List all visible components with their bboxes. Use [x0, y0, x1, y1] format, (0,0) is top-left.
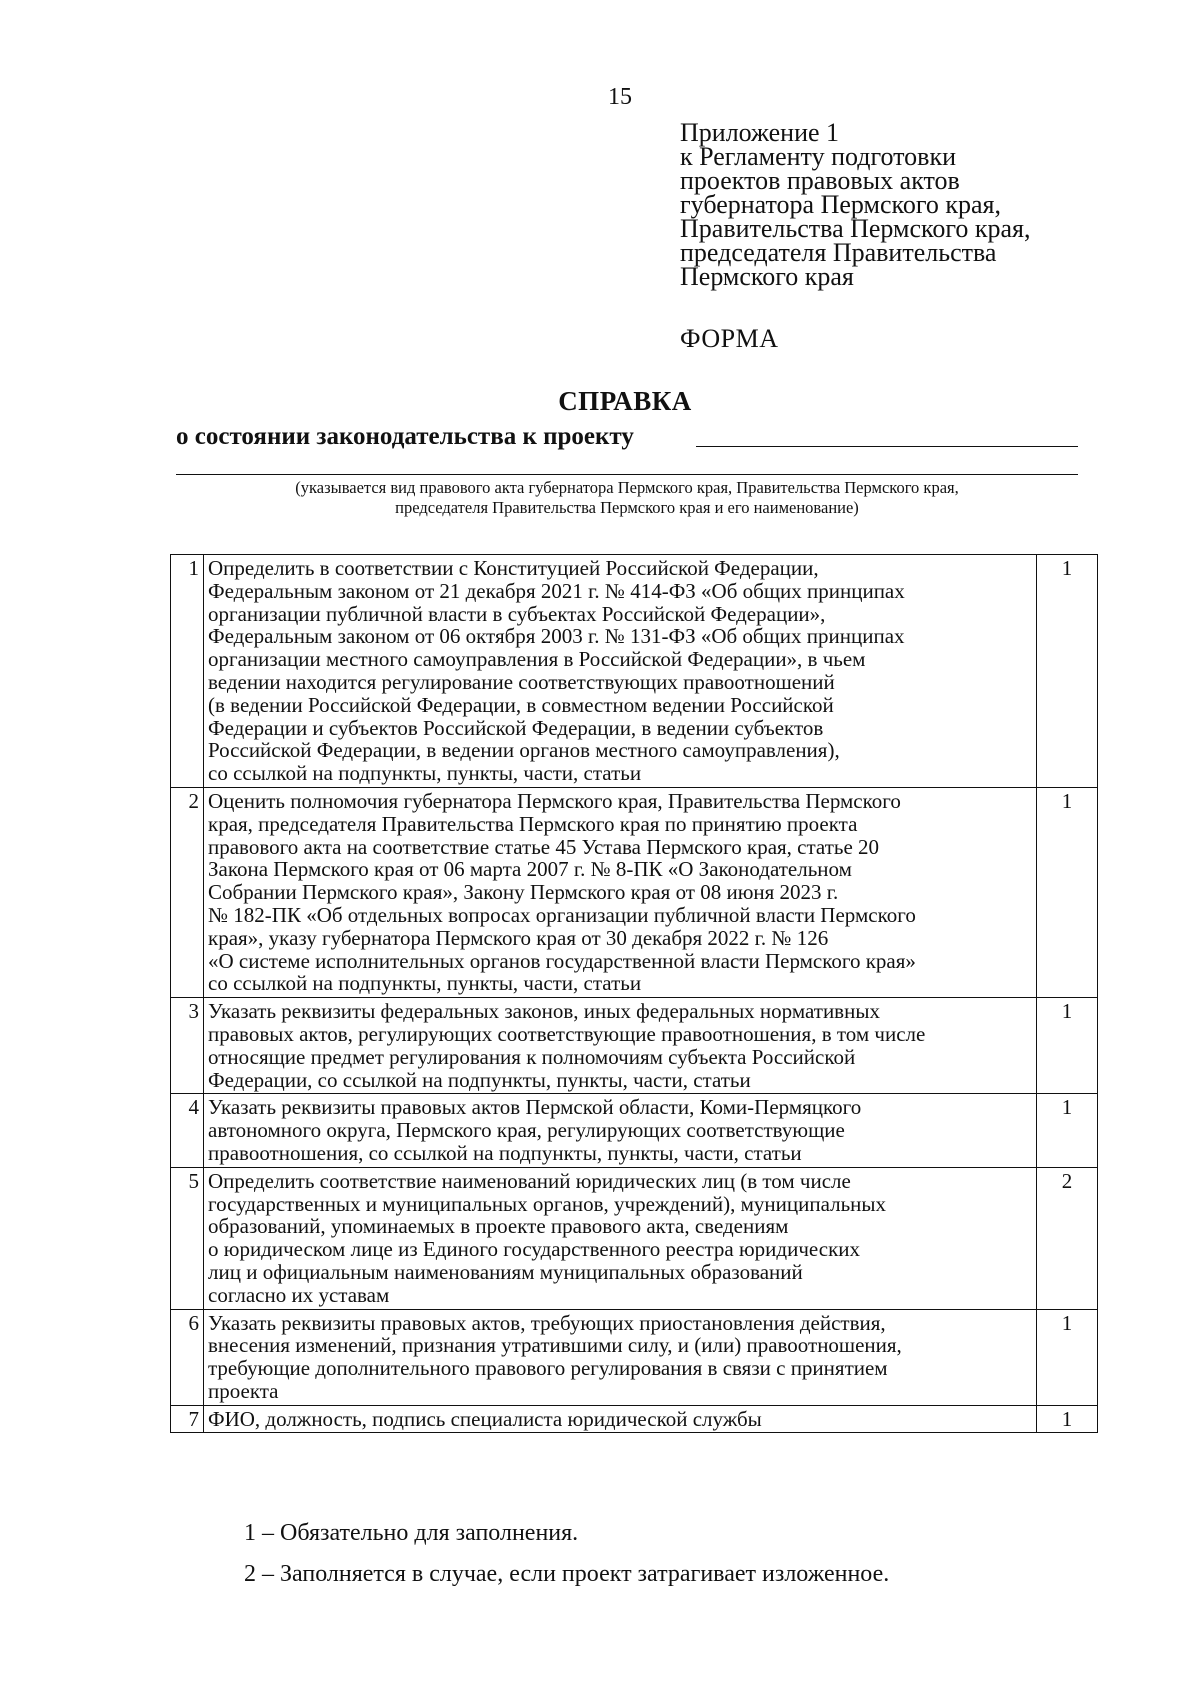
row-text-line: Указать реквизиты правовых актов, требующих приостановления действия, — [208, 1310, 886, 1335]
appendix-line: Приложение 1 — [680, 118, 840, 147]
appendix-line: председателя Правительства — [680, 238, 997, 267]
table-row — [171, 1309, 1098, 1405]
row-text-line: Определить соответствие наименований юридических лиц (в том числе — [208, 1168, 851, 1193]
row-text-line: относящие предмет регулирования к полномочиям субъекта Российской — [208, 1044, 856, 1069]
row-number: 6 — [171, 1309, 204, 1405]
row-requirement-mark: 1 — [1037, 787, 1098, 997]
form-label: ФОРМА — [680, 324, 779, 353]
row-number: 4 — [171, 1094, 204, 1167]
row-text-line: организации публичной власти в субъектах Российской Федерации», — [208, 601, 826, 626]
row-requirement-mark: 1 — [1037, 555, 1098, 788]
row-text-line: Определить в соответствии с Конституцией Российской Федерации, — [208, 556, 819, 580]
table-row — [171, 1405, 1098, 1433]
row-text — [204, 1094, 1037, 1167]
row-text-line: Федеральным законом от 21 декабря 2021 г. № 414-ФЗ «Об общих принципах — [208, 578, 905, 603]
table-row — [171, 787, 1098, 997]
row-text-line: государственных и муниципальных органов, учреждений), муниципальных — [208, 1191, 886, 1216]
row-text-line: Указать реквизиты правовых актов Пермской области, Коми-Пермяцкого — [208, 1095, 862, 1120]
table-row — [171, 555, 1098, 788]
row-text-line: со ссылкой на подпункты, пункты, части, статьи — [208, 971, 642, 996]
blank-caption — [176, 478, 1078, 518]
page-number: 15 — [608, 84, 632, 110]
appendix-line: к Регламенту подготовки — [680, 142, 956, 171]
row-text-line: ведении находится регулирование соответствующих правоотношений — [208, 669, 835, 694]
row-text — [204, 555, 1037, 788]
appendix-header — [680, 118, 1160, 291]
row-requirement-mark: 1 — [1037, 998, 1098, 1094]
row-number: 3 — [171, 998, 204, 1094]
row-text-line: края», указу губернатора Пермского края от 30 декабря 2022 г. № 126 — [208, 925, 829, 950]
row-text-line: о юридическом лице из Единого государственного реестра юридических — [208, 1237, 861, 1262]
row-text-line: края, председателя Правительства Пермского края по принятию проекта — [208, 811, 858, 836]
row-number: 2 — [171, 787, 204, 997]
table-row — [171, 1167, 1098, 1309]
table-row — [171, 1094, 1098, 1167]
row-text — [204, 998, 1037, 1094]
checklist-table — [170, 554, 1098, 1433]
appendix-line: Пермского края — [680, 262, 854, 291]
row-text-line: автономного округа, Пермского края, регулирующих соответствующие — [208, 1118, 845, 1143]
row-text-line: ФИО, должность, подпись специалиста юридической службы — [208, 1406, 762, 1431]
row-text-line: Федерации, со ссылкой на подпункты, пункты, части, статьи — [208, 1067, 751, 1092]
row-text — [204, 1309, 1037, 1405]
row-text — [204, 787, 1037, 997]
row-number: 5 — [171, 1167, 204, 1309]
table-row — [171, 998, 1098, 1094]
row-text — [204, 1405, 1037, 1433]
row-text-line: Оценить полномочия губернатора Пермского края, Правительства Пермского — [208, 788, 901, 813]
row-requirement-mark: 2 — [1037, 1167, 1098, 1309]
appendix-line: губернатора Пермского края, — [680, 190, 1001, 219]
row-text-line: лиц и официальным наименованиям муниципальных образований — [208, 1259, 803, 1284]
project-name-blank-line — [696, 446, 1078, 447]
row-text-line: Российской Федерации, в ведении органов местного самоуправления), — [208, 738, 840, 763]
row-text-line: правоотношения, со ссылкой на подпункты, пункты, части, статьи — [208, 1140, 802, 1165]
row-text-line: Собрании Пермского края», Закону Пермского края от 08 июня 2023 г. — [208, 880, 839, 905]
legend-item-2: 2 – Заполняется в случае, если проект затрагивает изложенное. — [244, 1561, 890, 1587]
checklist-body — [171, 555, 1098, 1433]
row-text-line: образований, упоминаемых в проекте правового акта, сведениям — [208, 1214, 789, 1239]
document-title: СПРАВКА — [558, 386, 692, 416]
row-text-line: Закона Пермского края от 06 марта 2007 г. № 8-ПК «О Законодательном — [208, 857, 852, 882]
appendix-line: проектов правовых актов — [680, 166, 960, 195]
legend-item-1: 1 – Обязательно для заполнения. — [244, 1520, 579, 1546]
row-number: 1 — [171, 555, 204, 788]
row-text-line: согласно их уставам — [208, 1282, 390, 1307]
project-name-blank-line-2 — [176, 474, 1078, 475]
document-subtitle: о состоянии законодательства к проекту — [176, 423, 634, 450]
row-requirement-mark: 1 — [1037, 1309, 1098, 1405]
appendix-line: Правительства Пермского края, — [680, 214, 1031, 243]
caption-line-2: председателя Правительства Пермского края и его наименование) — [395, 498, 859, 517]
row-text-line: «О системе исполнительных органов государственной власти Пермского края» — [208, 948, 916, 973]
row-text-line: Федеральным законом от 06 октября 2003 г. № 131-ФЗ «Об общих принципах — [208, 624, 905, 649]
row-text-line: Указать реквизиты федеральных законов, иных федеральных нормативных — [208, 999, 880, 1024]
row-text-line: внесения изменений, признания утратившими силу, и (или) правоотношения, — [208, 1333, 902, 1358]
row-text-line: со ссылкой на подпункты, пункты, части, статьи — [208, 761, 642, 786]
row-text-line: правового акта на соответствие статье 45 Устава Пермского края, статье 20 — [208, 834, 880, 859]
row-requirement-mark: 1 — [1037, 1094, 1098, 1167]
row-number: 7 — [171, 1405, 204, 1433]
row-text-line: правовых актов, регулирующих соответствующие правоотношения, в том числе — [208, 1021, 926, 1046]
row-text-line: требующие дополнительного правового регулирования в связи с принятием — [208, 1356, 888, 1381]
row-text-line: № 182-ПК «Об отдельных вопросах организации публичной власти Пермского — [208, 902, 916, 927]
row-text — [204, 1167, 1037, 1309]
row-text-line: Федерации и субъектов Российской Федерации, в ведении субъектов — [208, 715, 824, 740]
row-text-line: (в ведении Российской Федерации, в совместном ведении Российской — [208, 692, 834, 717]
row-text-line: организации местного самоуправления в Российской Федерации», в чьем — [208, 647, 866, 672]
row-text-line: проекта — [208, 1378, 279, 1403]
row-requirement-mark: 1 — [1037, 1405, 1098, 1433]
caption-line-1: (указывается вид правового акта губернатора Пермского края, Правительства Пермского края, — [295, 478, 959, 497]
